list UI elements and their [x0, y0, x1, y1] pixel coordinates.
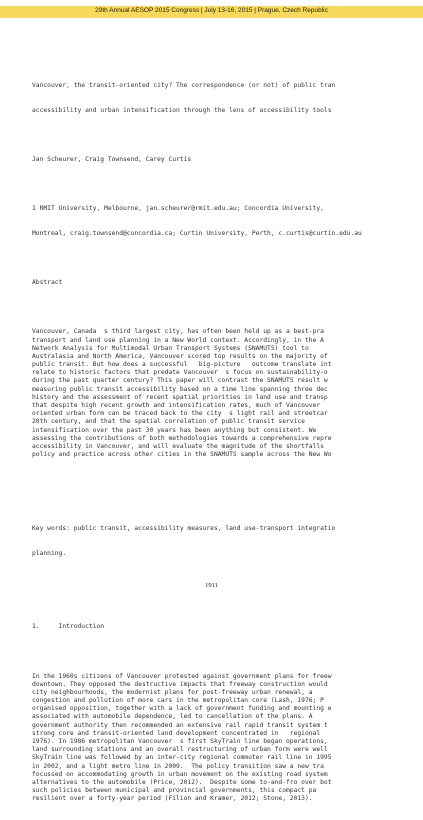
abstract-line: history and the assessment of recent spatial priorities in land use and transp [32, 393, 328, 401]
abstract-line: measuring public transit accessibility based on a time line spanning three dec [32, 385, 328, 393]
author-affiliation-line-2: Montreal, craig.townsend@concordia.ca; Curtin University, Perth, c.curtis@curtin.edu.au [32, 229, 362, 237]
introduction-line: strong core and transit-oriented land development concentrated in regional [32, 729, 321, 737]
introduction-line: such policies between municipal and provincial governments, this compact pa [32, 787, 317, 795]
abstract-line: Australasia and North America, Vancouver scored top results on the majority of [32, 352, 328, 360]
introduction-line: land surrounding stations and an overall restructuring of urban form were well [32, 746, 328, 754]
abstract-line: during the past quarter century? This paper will contrast the SNAMUTS result w [32, 377, 328, 385]
introduction-line: in 2002, and a light metro line in 2009. The policy transition saw a new tra [32, 762, 324, 770]
abstract-line: oriented urban form can be traced back to the city s light rail and streetcar [32, 410, 328, 418]
author-affiliation-line-1: 1 RMIT University, Melbourne, jan.scheurer@rmit.edu.au; Concordia University, [32, 205, 324, 213]
abstract-line: public transit. But how does a successful big-picture outcome translate int [32, 361, 332, 369]
abstract-line: Vancouver, Canada s third largest city, has often been held up as a best-pra [32, 328, 324, 336]
keywords-line-1: Key words: public transit, accessibility measures, land use-transport integratio [32, 524, 336, 532]
abstract-body [32, 328, 423, 459]
introduction-line: organised opposition, together with a lack of government funding and mounting e [32, 705, 332, 713]
introduction-line: SkyTrain line was followed by an inter-city regional commuter rail line in 1995 [32, 754, 332, 762]
introduction-line: associated with automobile dependence, led to cancellation of the plans. A [32, 713, 313, 721]
paper-content [32, 66, 423, 820]
introduction-line: city neighbourhoods, the modernist plans for post-freeway urban renewal, a [32, 688, 313, 696]
paper-authors: Jan Scheurer, Craig Townsend, Carey Curtis [32, 156, 192, 164]
paper-title-line-1: Vancouver, the transit-oriented city? The correspondence (or not) of public tran [32, 82, 336, 90]
abstract-line: Network Analysis for Multimodal Urban Transport Systems (SNAMUTS) tool to [32, 344, 309, 352]
abstract-line: 20th century, and that the spatial correlation of public transit service [32, 418, 305, 426]
introduction-line: 1976). In 1986 metropolitan Vancouver s first SkyTrain line began operations, [32, 738, 328, 745]
abstract-heading: Abstract [32, 279, 63, 287]
paper-title-line-2: accessibility and urban intensification through the lens of accessibility tools [32, 107, 332, 114]
abstract-line: policy and practice across other cities in the SNAMUTS sample across the New Wo [32, 451, 332, 459]
abstract-line: assessing the contributions of both methodologies towards a comprehensive repre [32, 434, 332, 442]
abstract-line: transport and land use planning in a New World context. Accordingly, in the A [32, 336, 324, 344]
introduction-line: downtown. They opposed the destructive impacts that freeway construction would [32, 680, 328, 688]
abstract-line: intensification over the past 30 years has been anything but consistent. We [32, 426, 317, 434]
introduction-line: resilient over a forty-year period (Filion and Kramer, 2012; Stone, 2013). [32, 795, 313, 803]
introduction-body [32, 673, 423, 804]
page-number: 1911 [205, 582, 218, 589]
introduction-line: alternatives to the automobile (Price, 2012). Despite some to-and-fro over bot [32, 778, 332, 786]
section-heading-introduction: 1. Introduction [32, 623, 105, 631]
conference-header-text: 29th Annual AESOP 2015 Congress | July 13-16, 2015 | Prague, Czech Republic [95, 7, 328, 14]
abstract-line: relate to historic factors that predate Vancouver s focus on sustainability-o [32, 369, 328, 377]
introduction-line: focussed on accommodating growth in urban movement on the existing road system [32, 770, 328, 778]
abstract-line: that despite high recent growth and intensification rates, much of Vancouver [32, 402, 321, 410]
introduction-line: In the 1960s citizens of Vancouver protested against government plans for freew [32, 672, 332, 680]
introduction-line: congestion and pollution of more cars in the metropolitan core (Lash, 1976; P [32, 697, 324, 705]
introduction-line: government authority then recommended an extensive rail rapid transit system t [32, 721, 328, 729]
keywords-line-2: planning. [32, 549, 67, 557]
abstract-line: accessibility in Vancouver, and will evaluate the magnitude of the shortfalls [32, 442, 324, 450]
